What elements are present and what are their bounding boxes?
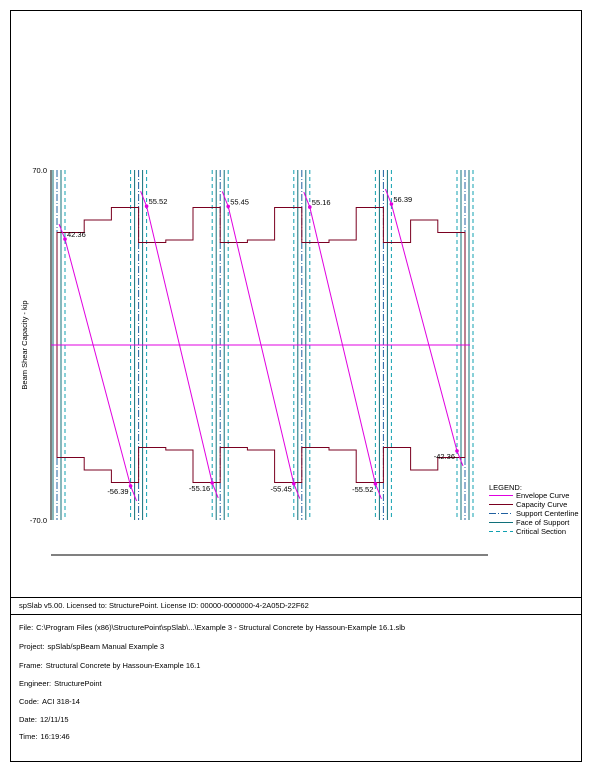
data-label-start-4: 55.16 <box>311 198 331 208</box>
data-label-end-3: -55.45 <box>270 484 292 494</box>
frame-row <box>19 661 203 670</box>
envelope-marker-end-5 <box>455 449 459 453</box>
data-label-end-4: -55.52 <box>352 484 374 494</box>
envelope-curve-span-5-tail <box>457 451 463 466</box>
capacity-curve-negative <box>57 345 465 483</box>
engineer-value: StructurePoint <box>54 679 102 688</box>
legend-item-face-of-support: Face of Support <box>516 518 570 527</box>
y-tick-top: 70.0 <box>32 166 47 175</box>
legend-title: LEGEND: <box>489 483 522 492</box>
data-label-start-5: 56.39 <box>393 195 413 205</box>
data-label-start-1: 42.36 <box>67 230 86 240</box>
envelope-curve-span-5-lead <box>385 189 391 204</box>
envelope-marker-end-4 <box>374 482 378 486</box>
time-value: 16:19:46 <box>40 732 70 741</box>
data-label-end-5: -42.36 <box>433 451 455 461</box>
envelope-marker-end-2 <box>210 481 214 485</box>
file-value: C:\Program Files (x86)\StructurePoint\spSlab\...\Example 3 - Structural Concrete by Hassoun-Example 16.1.slb <box>36 623 406 632</box>
file-label: File: <box>19 623 34 632</box>
envelope-curve-span-2-tail <box>212 483 218 498</box>
envelope-curve-span-4-tail <box>375 484 381 499</box>
legend-item-capacity-curve: Capacity Curve <box>516 500 568 509</box>
data-label-start-3: 55.45 <box>230 197 249 207</box>
envelope-marker-end-1 <box>129 484 133 488</box>
legend-item-critical-section: Critical Section <box>516 527 567 536</box>
envelope-curve-span-3-tail <box>294 484 300 499</box>
envelope-curve-span-3-lead <box>222 191 228 206</box>
divider-top <box>10 597 582 598</box>
envelope-curve-span-5 <box>391 204 457 451</box>
file-row <box>19 623 408 632</box>
legend-item-envelope-curve: Envelope Curve <box>516 491 570 500</box>
code-value: ACI 318-14 <box>42 697 80 706</box>
y-tick-bottom: -70.0 <box>29 516 47 525</box>
frame-label: Frame: <box>19 661 43 670</box>
capacity-curve-positive <box>57 208 465 346</box>
date-value: 12/11/15 <box>39 715 69 724</box>
divider-middle <box>10 614 582 615</box>
project-value: spSlab/spBeam Manual Example 3 <box>47 642 165 651</box>
legend-item-support-centerline: Support Centerline <box>516 509 579 518</box>
time-label: Time: <box>19 732 38 741</box>
project-label: Project: <box>19 642 45 651</box>
y-axis-label: Beam Shear Capacity - kip <box>20 300 29 390</box>
legend <box>489 483 579 536</box>
project-row <box>19 642 167 651</box>
date-label: Date: <box>19 715 37 724</box>
envelope-curve-span-4-lead <box>304 192 310 207</box>
frame-value: Structural Concrete by Hassoun-Example 16.1 <box>45 661 201 670</box>
license-line: spSlab v5.00. Licensed to: StructurePoint. License ID: 00000-0000000-4-2A05D-22F62 <box>19 601 309 610</box>
envelope-curve-span-1 <box>65 239 131 486</box>
engineer-label: Engineer: <box>19 679 52 688</box>
envelope-curve-span-2-lead <box>141 191 147 206</box>
code-row <box>19 697 83 706</box>
data-label-start-2: 55.52 <box>148 197 168 207</box>
data-label-end-1: -56.39 <box>107 486 129 496</box>
envelope-marker-end-3 <box>292 482 296 486</box>
engineer-row <box>19 679 105 688</box>
envelope-curve-span-1-lead <box>59 224 65 239</box>
date-row <box>19 715 72 724</box>
data-label-end-2: -55.16 <box>188 483 211 493</box>
code-label: Code: <box>19 697 40 706</box>
time-row <box>19 732 73 741</box>
envelope-curve-span-1-tail <box>131 486 137 501</box>
